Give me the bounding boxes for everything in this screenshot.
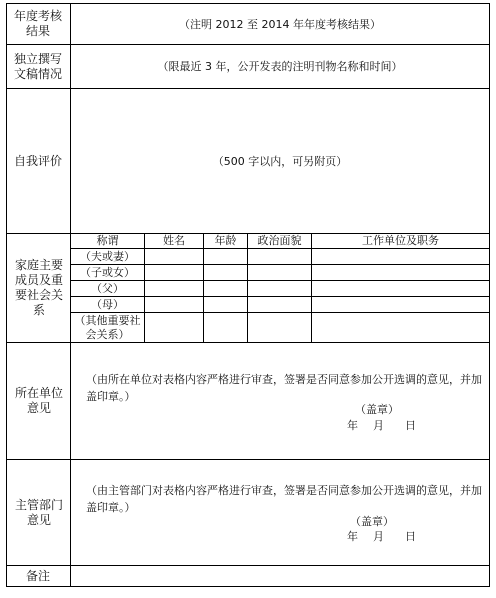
- department-opinion-year: 年: [347, 530, 358, 543]
- family-relation-father: （父）: [91, 282, 124, 295]
- family-relation-child: （子或女）: [80, 266, 135, 279]
- remarks-field[interactable]: [71, 566, 489, 586]
- family-relation-mother: （母）: [91, 298, 124, 311]
- department-opinion-day: 日: [405, 530, 416, 543]
- department-opinion-date: [347, 529, 416, 544]
- family-header-relation: 称谓: [96, 234, 119, 247]
- department-opinion-label: 主管部门意见: [14, 497, 63, 527]
- divider: [311, 233, 312, 342]
- unit-opinion-day: 日: [405, 419, 416, 432]
- family-relation-other: （其他重要社会关系）: [74, 313, 141, 341]
- department-opinion-seal: （盖章）: [350, 515, 394, 528]
- self-evaluation-label: 自我评价: [13, 153, 62, 168]
- unit-opinion-date: [347, 418, 416, 433]
- application-form: [6, 3, 490, 587]
- self-evaluation-note: （500 字以内，可另附页）: [212, 154, 348, 168]
- remarks-label: 备注: [25, 568, 50, 583]
- divider: [203, 233, 204, 342]
- writing-label: 独立撰写文稿情况: [13, 51, 62, 81]
- family-header-age: 年龄: [214, 234, 237, 247]
- annual-assessment-note: （注明 2012 至 2014 年年度考核结果）: [179, 17, 381, 31]
- department-opinion-month: 月: [373, 530, 384, 543]
- family-header-employer: 工作单位及职务: [362, 234, 439, 247]
- annual-assessment-label: 年度考核结果: [13, 9, 62, 38]
- unit-opinion-label: 所在单位意见: [14, 386, 63, 415]
- family-label: 家庭主要成员及重要社会关系: [14, 258, 63, 317]
- unit-opinion-text: （由所在单位对表格内容严格进行审查，签署是否同意参加公开选调的意见，并加盖印章。）: [86, 373, 482, 403]
- unit-opinion-seal: （盖章）: [355, 403, 399, 416]
- department-opinion-text: （由主管部门对表格内容严格进行审查，签署是否同意参加公开选调的意见，并加盖印章。）: [86, 484, 482, 514]
- family-header-name: 姓名: [163, 234, 185, 247]
- unit-opinion-year: 年: [347, 419, 358, 432]
- divider: [144, 233, 145, 342]
- divider: [7, 342, 489, 343]
- unit-opinion-month: 月: [373, 419, 384, 432]
- family-header-political: 政治面貌: [257, 234, 302, 247]
- family-relation-spouse: （夫或妻）: [80, 250, 135, 263]
- writing-note: （限最近 3 年，公开发表的注明刊物名称和时间）: [157, 60, 403, 73]
- divider: [7, 459, 489, 460]
- divider: [247, 233, 248, 342]
